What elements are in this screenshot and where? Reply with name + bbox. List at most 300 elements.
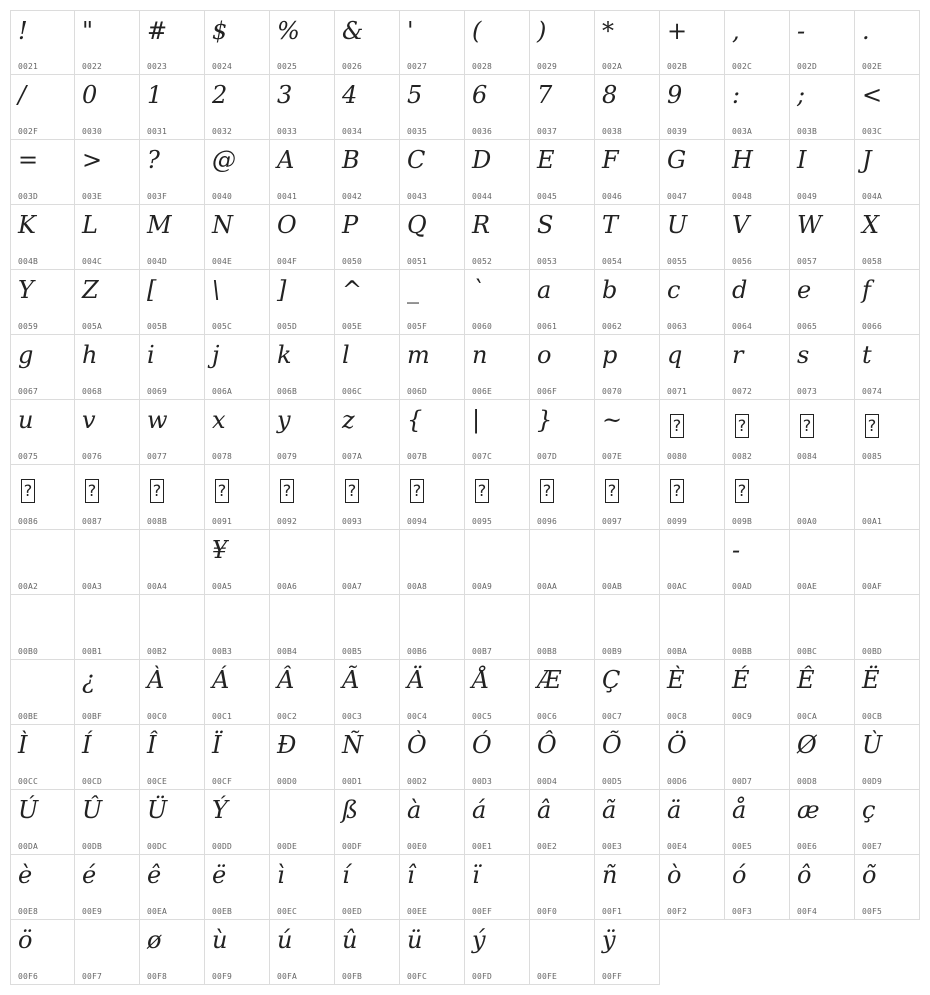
glyph-cell <box>270 855 335 920</box>
glyph-cell <box>855 75 920 140</box>
glyph-cell <box>270 660 335 725</box>
glyph-codepoint: 0058 <box>862 257 883 266</box>
glyph-codepoint: 0051 <box>407 257 428 266</box>
glyph-cell <box>790 725 855 790</box>
glyph-cell <box>10 595 75 660</box>
glyph-sample: n <box>472 341 488 369</box>
glyph-codepoint: 0055 <box>667 257 688 266</box>
glyph-codepoint: 0036 <box>472 127 493 136</box>
glyph-codepoint: 0082 <box>732 452 753 461</box>
glyph-codepoint: 00E4 <box>667 842 688 851</box>
glyph-codepoint: 003E <box>82 192 103 201</box>
glyph-sample: ( <box>472 17 482 45</box>
glyph-cell <box>400 75 465 140</box>
glyph-cell <box>530 790 595 855</box>
glyph-sample: B <box>342 146 360 174</box>
glyph-codepoint: 00D4 <box>537 777 558 786</box>
glyph-codepoint: 00EC <box>277 907 298 916</box>
glyph-cell <box>400 530 465 595</box>
glyph-cell <box>660 725 725 790</box>
glyph-sample: ô <box>797 861 812 889</box>
glyph-cell <box>595 790 660 855</box>
glyph-codepoint: 00E3 <box>602 842 623 851</box>
glyph-sample: k <box>277 341 292 369</box>
glyph-sample: T <box>602 211 619 239</box>
glyph-cell <box>270 790 335 855</box>
glyph-codepoint: 0025 <box>277 62 298 71</box>
glyph-sample: u <box>18 406 34 434</box>
glyph-codepoint: 00DF <box>342 842 363 851</box>
glyph-codepoint: 006E <box>472 387 493 396</box>
glyph-codepoint: 005A <box>82 322 103 331</box>
glyph-cell <box>400 465 465 530</box>
glyph-cell <box>855 400 920 465</box>
glyph-codepoint: 00EE <box>407 907 428 916</box>
glyph-sample: Á <box>212 666 230 694</box>
glyph-sample: H <box>732 146 753 174</box>
glyph-cell <box>335 10 400 75</box>
glyph-codepoint: 0048 <box>732 192 753 201</box>
glyph-codepoint: 0095 <box>472 517 493 526</box>
glyph-codepoint: 0045 <box>537 192 558 201</box>
glyph-cell <box>205 400 270 465</box>
glyph-cell <box>790 595 855 660</box>
glyph-cell <box>75 725 140 790</box>
glyph-codepoint: 00AB <box>602 582 623 591</box>
glyph-cell <box>140 75 205 140</box>
glyph-codepoint: 0040 <box>212 192 233 201</box>
glyph-sample: Ó <box>472 731 492 759</box>
glyph-codepoint: 0086 <box>18 517 39 526</box>
missing-glyph-box: ? <box>670 414 684 438</box>
glyph-codepoint: 004F <box>277 257 298 266</box>
glyph-sample: ò <box>667 861 682 889</box>
glyph-cell <box>465 530 530 595</box>
glyph-sample: Y <box>18 276 34 304</box>
glyph-sample: i <box>147 341 155 369</box>
glyph-cell <box>855 790 920 855</box>
glyph-sample: à <box>407 796 422 824</box>
glyph-sample: ü <box>407 926 423 954</box>
glyph-cell <box>205 205 270 270</box>
glyph-codepoint: 0054 <box>602 257 623 266</box>
glyph-cell <box>10 335 75 400</box>
glyph-sample: O <box>277 211 297 239</box>
glyph-codepoint: 0064 <box>732 322 753 331</box>
glyph-cell <box>595 660 660 725</box>
glyph-sample: . <box>862 17 870 45</box>
glyph-codepoint: 00BA <box>667 647 688 656</box>
glyph-codepoint: 0076 <box>82 452 103 461</box>
glyph-codepoint: 0035 <box>407 127 428 136</box>
glyph-sample: ö <box>18 926 33 954</box>
glyph-cell <box>400 595 465 660</box>
glyph-sample: 3 <box>277 81 293 109</box>
glyph-cell <box>530 75 595 140</box>
glyph-cell <box>725 660 790 725</box>
glyph-sample: I <box>797 146 807 174</box>
glyph-sample: é <box>82 861 97 889</box>
glyph-codepoint: 007C <box>472 452 493 461</box>
glyph-codepoint: 0024 <box>212 62 233 71</box>
glyph-cell <box>270 920 335 985</box>
glyph-codepoint: 0032 <box>212 127 233 136</box>
glyph-codepoint: 00A2 <box>18 582 39 591</box>
glyph-sample: t <box>862 341 872 369</box>
glyph-cell <box>75 140 140 205</box>
missing-glyph-box: ? <box>735 414 749 438</box>
glyph-sample: å <box>732 796 747 824</box>
glyph-sample: / <box>18 81 27 109</box>
glyph-codepoint: 0070 <box>602 387 623 396</box>
glyph-cell <box>205 660 270 725</box>
glyph-codepoint: 0022 <box>82 62 103 71</box>
glyph-cell <box>205 270 270 335</box>
glyph-cell <box>75 465 140 530</box>
glyph-sample: ) <box>537 17 547 45</box>
glyph-codepoint: 0072 <box>732 387 753 396</box>
glyph-sample: Ð <box>277 731 297 759</box>
glyph-codepoint: 0053 <box>537 257 558 266</box>
glyph-codepoint: 00C9 <box>732 712 753 721</box>
glyph-sample: Ö <box>667 731 687 759</box>
glyph-sample: Ì <box>18 731 28 759</box>
glyph-cell <box>660 660 725 725</box>
glyph-sample: & <box>342 17 364 45</box>
glyph-sample: l <box>342 341 350 369</box>
glyph-sample: 5 <box>407 81 423 109</box>
glyph-sample: R <box>472 211 491 239</box>
glyph-sample: [ <box>147 276 157 304</box>
missing-glyph-box: ? <box>85 479 99 503</box>
glyph-cell <box>10 920 75 985</box>
glyph-codepoint: 0097 <box>602 517 623 526</box>
glyph-cell <box>465 855 530 920</box>
glyph-cell <box>855 725 920 790</box>
glyph-cell <box>465 920 530 985</box>
glyph-sample: - <box>797 17 806 45</box>
glyph-codepoint: 00D8 <box>797 777 818 786</box>
glyph-cell <box>140 140 205 205</box>
glyph-sample: 8 <box>602 81 618 109</box>
glyph-cell <box>595 205 660 270</box>
glyph-codepoint: 0043 <box>407 192 428 201</box>
glyph-codepoint: 00A1 <box>862 517 883 526</box>
glyph-cell <box>75 855 140 920</box>
glyph-codepoint: 007A <box>342 452 363 461</box>
glyph-codepoint: 003B <box>797 127 818 136</box>
glyph-sample: Ï <box>212 731 222 759</box>
glyph-codepoint: 0027 <box>407 62 428 71</box>
glyph-cell <box>660 465 725 530</box>
glyph-sample: N <box>212 211 233 239</box>
glyph-cell <box>205 920 270 985</box>
glyph-cell <box>205 790 270 855</box>
glyph-codepoint: 00F6 <box>18 972 39 981</box>
glyph-codepoint: 00A3 <box>82 582 103 591</box>
glyph-cell <box>595 725 660 790</box>
glyph-codepoint: 0080 <box>667 452 688 461</box>
glyph-sample: Ò <box>407 731 427 759</box>
glyph-sample: Ú <box>18 796 39 824</box>
glyph-cell <box>790 270 855 335</box>
glyph-cell <box>75 790 140 855</box>
glyph-sample: ? <box>147 146 160 174</box>
glyph-codepoint: 0023 <box>147 62 168 71</box>
glyph-cell <box>855 270 920 335</box>
glyph-sample: Ñ <box>342 731 363 759</box>
glyph-cell <box>855 335 920 400</box>
glyph-sample: Å <box>472 666 490 694</box>
glyph-codepoint: 00D6 <box>667 777 688 786</box>
glyph-cell <box>270 725 335 790</box>
glyph-sample: : <box>732 81 741 109</box>
glyph-codepoint: 00AC <box>667 582 688 591</box>
missing-glyph-box: ? <box>605 479 619 503</box>
glyph-sample: Ý <box>212 796 228 824</box>
glyph-codepoint: 00E7 <box>862 842 883 851</box>
glyph-sample: J <box>862 146 872 174</box>
glyph-codepoint: 00C2 <box>277 712 298 721</box>
glyph-cell <box>270 75 335 140</box>
glyph-codepoint: 005E <box>342 322 363 331</box>
glyph-sample: z <box>342 406 355 434</box>
glyph-cell <box>270 400 335 465</box>
glyph-codepoint: 0057 <box>797 257 818 266</box>
glyph-cell <box>205 595 270 660</box>
glyph-sample: $ <box>212 17 228 45</box>
glyph-cell <box>465 270 530 335</box>
glyph-codepoint: 007B <box>407 452 428 461</box>
glyph-cell <box>205 855 270 920</box>
glyph-sample: % <box>277 17 300 45</box>
glyph-cell <box>205 465 270 530</box>
glyph-sample: ' <box>407 17 414 45</box>
glyph-cell <box>465 335 530 400</box>
glyph-sample: f <box>862 276 871 304</box>
glyph-sample: 6 <box>472 81 488 109</box>
glyph-codepoint: 0069 <box>147 387 168 396</box>
glyph-sample: , <box>732 17 740 45</box>
glyph-cell <box>10 10 75 75</box>
glyph-codepoint: 0065 <box>797 322 818 331</box>
glyph-codepoint: 0085 <box>862 452 883 461</box>
glyph-codepoint: 00E0 <box>407 842 428 851</box>
glyph-codepoint: 006D <box>407 387 428 396</box>
glyph-sample: ù <box>212 926 228 954</box>
glyph-codepoint: 0031 <box>147 127 168 136</box>
glyph-codepoint: 0052 <box>472 257 493 266</box>
glyph-sample: Ü <box>147 796 168 824</box>
glyph-cell <box>530 400 595 465</box>
glyph-cell <box>270 335 335 400</box>
glyph-codepoint: 00EB <box>212 907 233 916</box>
glyph-codepoint: 00FE <box>537 972 558 981</box>
glyph-sample: 7 <box>537 81 553 109</box>
glyph-codepoint: 00DC <box>147 842 168 851</box>
glyph-codepoint: 00A9 <box>472 582 493 591</box>
glyph-cell <box>725 530 790 595</box>
glyph-cell <box>660 270 725 335</box>
glyph-cell <box>530 595 595 660</box>
glyph-sample: ~ <box>602 406 623 434</box>
glyph-sample: K <box>18 211 36 239</box>
glyph-cell <box>75 75 140 140</box>
glyph-codepoint: 00EF <box>472 907 493 916</box>
glyph-cell <box>530 855 595 920</box>
glyph-sample: 9 <box>667 81 683 109</box>
glyph-codepoint: 00AF <box>862 582 883 591</box>
glyph-sample: < <box>862 81 883 109</box>
glyph-sample: û <box>342 926 358 954</box>
glyph-codepoint: 00D1 <box>342 777 363 786</box>
glyph-cell <box>725 855 790 920</box>
glyph-codepoint: 003A <box>732 127 753 136</box>
glyph-cell <box>465 10 530 75</box>
glyph-sample: j <box>212 341 220 369</box>
glyph-sample: | <box>472 406 481 434</box>
glyph-codepoint: 0077 <box>147 452 168 461</box>
glyph-cell <box>530 205 595 270</box>
glyph-cell <box>10 75 75 140</box>
glyph-codepoint: 0042 <box>342 192 363 201</box>
glyph-cell <box>75 530 140 595</box>
glyph-codepoint: 006B <box>277 387 298 396</box>
glyph-codepoint: 005B <box>147 322 168 331</box>
glyph-codepoint: 0030 <box>82 127 103 136</box>
glyph-cell <box>530 920 595 985</box>
glyph-cell <box>335 660 400 725</box>
glyph-sample: 4 <box>342 81 358 109</box>
glyph-codepoint: 0038 <box>602 127 623 136</box>
glyph-codepoint: 00BE <box>18 712 39 721</box>
glyph-cell <box>855 10 920 75</box>
glyph-codepoint: 00F4 <box>797 907 818 916</box>
glyph-sample: ¥ <box>212 536 228 564</box>
missing-glyph-box: ? <box>150 479 164 503</box>
glyph-codepoint: 00B6 <box>407 647 428 656</box>
glyph-sample: Â <box>277 666 295 694</box>
missing-glyph-box: ? <box>735 479 749 503</box>
glyph-codepoint: 0059 <box>18 322 39 331</box>
glyph-cell <box>75 595 140 660</box>
glyph-cell <box>855 465 920 530</box>
glyph-cell <box>335 595 400 660</box>
glyph-cell <box>660 530 725 595</box>
glyph-cell <box>75 920 140 985</box>
glyph-codepoint: 00CE <box>147 777 168 786</box>
glyph-codepoint: 00CB <box>862 712 883 721</box>
glyph-cell <box>270 140 335 205</box>
glyph-cell <box>790 140 855 205</box>
glyph-codepoint: 00BB <box>732 647 753 656</box>
glyph-cell <box>270 10 335 75</box>
glyph-codepoint: 0091 <box>212 517 233 526</box>
glyph-cell <box>790 465 855 530</box>
glyph-codepoint: 00B7 <box>472 647 493 656</box>
glyph-cell <box>465 75 530 140</box>
glyph-codepoint: 00F1 <box>602 907 623 916</box>
glyph-sample: ` <box>472 276 484 304</box>
glyph-sample: o <box>537 341 552 369</box>
glyph-sample: U <box>667 211 688 239</box>
glyph-codepoint: 00AA <box>537 582 558 591</box>
glyph-cell <box>270 530 335 595</box>
glyph-codepoint: 00ED <box>342 907 363 916</box>
glyph-codepoint: 0034 <box>342 127 363 136</box>
glyph-codepoint: 0096 <box>537 517 558 526</box>
glyph-sample: } <box>537 406 553 434</box>
glyph-sample: á <box>472 796 487 824</box>
glyph-cell <box>660 140 725 205</box>
glyph-cell <box>205 75 270 140</box>
glyph-sample: É <box>732 666 750 694</box>
glyph-sample: 1 <box>147 81 163 109</box>
glyph-cell <box>725 465 790 530</box>
glyph-cell <box>335 530 400 595</box>
glyph-sample: ¿ <box>82 666 95 694</box>
glyph-codepoint: 00FB <box>342 972 363 981</box>
glyph-cell <box>725 205 790 270</box>
glyph-cell <box>335 790 400 855</box>
glyph-cell <box>400 140 465 205</box>
glyph-cell <box>595 400 660 465</box>
glyph-cell <box>725 75 790 140</box>
glyph-cell <box>400 790 465 855</box>
glyph-cell <box>725 400 790 465</box>
missing-glyph-box: ? <box>215 479 229 503</box>
glyph-cell <box>335 140 400 205</box>
glyph-cell <box>10 790 75 855</box>
glyph-sample: X <box>862 211 880 239</box>
glyph-cell <box>530 465 595 530</box>
glyph-sample: m <box>407 341 430 369</box>
glyph-sample: ë <box>212 861 227 889</box>
glyph-cell <box>10 205 75 270</box>
glyph-cell <box>270 595 335 660</box>
glyph-cell <box>335 920 400 985</box>
glyph-sample: â <box>537 796 552 824</box>
glyph-cell <box>335 400 400 465</box>
glyph-grid <box>10 10 920 985</box>
glyph-cell <box>400 10 465 75</box>
glyph-cell <box>465 660 530 725</box>
glyph-sample: ß <box>342 796 359 824</box>
glyph-sample: À <box>147 666 165 694</box>
glyph-cell <box>660 855 725 920</box>
glyph-codepoint: 00B0 <box>18 647 39 656</box>
glyph-cell <box>75 400 140 465</box>
glyph-codepoint: 0033 <box>277 127 298 136</box>
missing-glyph-box: ? <box>475 479 489 503</box>
glyph-codepoint: 002A <box>602 62 623 71</box>
glyph-cell <box>140 465 205 530</box>
glyph-cell <box>530 10 595 75</box>
glyph-codepoint: 00F7 <box>82 972 103 981</box>
glyph-sample: @ <box>212 146 236 174</box>
glyph-codepoint: 00D3 <box>472 777 493 786</box>
glyph-cell <box>75 660 140 725</box>
glyph-sample: g <box>18 341 34 369</box>
glyph-cell <box>660 205 725 270</box>
glyph-cell <box>465 140 530 205</box>
glyph-codepoint: 00AD <box>732 582 753 591</box>
glyph-cell <box>595 75 660 140</box>
glyph-cell <box>660 595 725 660</box>
glyph-cell <box>140 270 205 335</box>
glyph-cell <box>335 205 400 270</box>
glyph-codepoint: 00F2 <box>667 907 688 916</box>
